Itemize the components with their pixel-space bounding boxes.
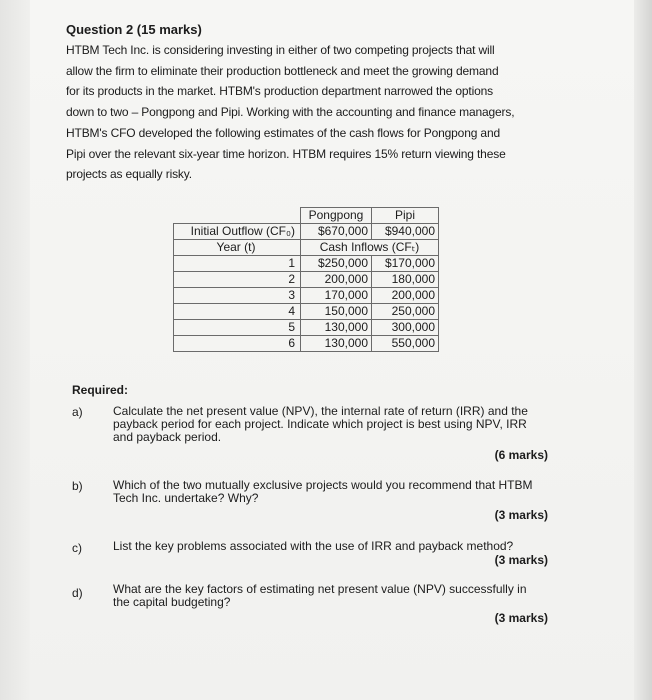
year-label: Year (t) bbox=[174, 240, 301, 256]
initial-outflow-label: Initial Outflow (CF₀) bbox=[174, 224, 301, 240]
year-cell: 3 bbox=[174, 288, 301, 304]
table-row bbox=[174, 272, 439, 288]
pipi-cell: 550,000 bbox=[372, 336, 439, 352]
pongpong-cell: 170,000 bbox=[301, 288, 372, 304]
cash-inflows-label: Cash Inflows (CFₜ) bbox=[301, 240, 439, 256]
item-d-text bbox=[113, 583, 553, 609]
item-b-marks: (3 marks) bbox=[494, 508, 548, 522]
pipi-cell: $170,000 bbox=[372, 256, 439, 272]
item-d-letter: d) bbox=[72, 586, 83, 600]
item-c-letter: c) bbox=[72, 541, 82, 555]
year-cell: 6 bbox=[174, 336, 301, 352]
question-paragraph bbox=[66, 40, 552, 185]
year-cell: 1 bbox=[174, 256, 301, 272]
column-header-pongpong: Pongpong bbox=[301, 208, 372, 224]
pongpong-cell: 150,000 bbox=[301, 304, 372, 320]
item-line: the capital budgeting? bbox=[113, 595, 231, 609]
paragraph-line: Pipi over the relevant six-year time horizon. HTBM requires 15% return viewing these bbox=[66, 146, 506, 161]
table-header-row bbox=[174, 208, 439, 224]
item-a-letter: a) bbox=[72, 405, 83, 419]
table-corner bbox=[174, 208, 301, 224]
pongpong-cell: 130,000 bbox=[301, 320, 372, 336]
year-cell: 2 bbox=[174, 272, 301, 288]
item-line: Calculate the net present value (NPV), the internal rate of return (IRR) and the bbox=[113, 404, 528, 418]
item-line: payback period for each project. Indicate which project is best using NPV, IRR bbox=[113, 417, 527, 431]
paragraph-line: HTBM Tech Inc. is considering investing in either of two competing projects that will bbox=[66, 43, 495, 57]
item-line: Which of the two mutually exclusive projects would you recommend that HTBM bbox=[113, 478, 533, 492]
pongpong-cell: 200,000 bbox=[301, 272, 372, 288]
item-line: List the key problems associated with the use of IRR and payback method? bbox=[113, 539, 514, 553]
table-row bbox=[174, 320, 439, 336]
paragraph-line: allow the firm to eliminate their production bottleneck and meet the growing demand bbox=[66, 63, 499, 78]
item-a-marks: (6 marks) bbox=[494, 448, 548, 462]
question-title: Question 2 (15 marks) bbox=[66, 22, 202, 37]
pongpong-cell: 130,000 bbox=[301, 336, 372, 352]
paragraph-line: down to two – Pongpong and Pipi. Working with the accounting and finance managers, bbox=[66, 105, 515, 120]
paragraph-line: for its products in the market. HTBM's production department narrowed the options bbox=[66, 84, 494, 99]
paragraph-line: HTBM's CFO developed the following estimates of the cash flows for Pongpong and bbox=[66, 125, 501, 140]
cash-flow-table bbox=[173, 207, 439, 352]
item-c-text bbox=[113, 540, 553, 553]
year-cell: 5 bbox=[174, 320, 301, 336]
table-row bbox=[174, 336, 439, 352]
item-b-letter: b) bbox=[72, 479, 83, 493]
paragraph-line: projects as equally risky. bbox=[66, 167, 192, 182]
required-heading: Required: bbox=[72, 383, 129, 397]
item-line: What are the key factors of estimating net present value (NPV) successfully in bbox=[113, 582, 527, 596]
initial-outflow-row bbox=[174, 224, 439, 240]
cash-inflows-header-row bbox=[174, 240, 439, 256]
page-left-shadow bbox=[0, 0, 30, 700]
table-row bbox=[174, 256, 439, 272]
pipi-cell: 250,000 bbox=[372, 304, 439, 320]
item-line: Tech Inc. undertake? Why? bbox=[113, 491, 259, 505]
pipi-cell: 300,000 bbox=[372, 320, 439, 336]
pipi-cell: 200,000 bbox=[372, 288, 439, 304]
pipi-cell: 180,000 bbox=[372, 272, 439, 288]
initial-outflow-pongpong: $670,000 bbox=[301, 224, 372, 240]
column-header-pipi: Pipi bbox=[372, 208, 439, 224]
year-cell: 4 bbox=[174, 304, 301, 320]
item-c-marks: (3 marks) bbox=[494, 553, 548, 567]
initial-outflow-pipi: $940,000 bbox=[372, 224, 439, 240]
table-row bbox=[174, 288, 439, 304]
item-line: and payback period. bbox=[113, 430, 222, 444]
table-row bbox=[174, 304, 439, 320]
page-right-shadow bbox=[634, 0, 652, 700]
pongpong-cell: $250,000 bbox=[301, 256, 372, 272]
item-b-text bbox=[113, 479, 553, 505]
item-a-text bbox=[113, 405, 553, 444]
item-d-marks: (3 marks) bbox=[494, 611, 548, 625]
